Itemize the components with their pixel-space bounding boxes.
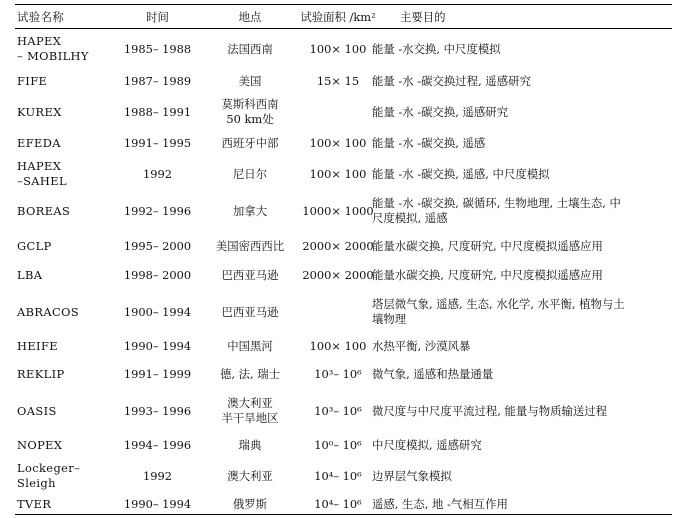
row-time: 1990– 1994 — [123, 338, 192, 353]
row-name: GCLP — [17, 238, 52, 253]
row-purpose: 水热平衡, 沙漠风暴 — [372, 338, 471, 353]
row-purpose: 能量 -水 -碳交换, 遥感, 中尺度模拟 — [372, 166, 550, 181]
row-area: 1000× 1000 — [302, 203, 374, 218]
row-place: 西班牙中部 — [221, 135, 279, 150]
row-time: 1991– 1995 — [123, 135, 192, 150]
row-purpose: 能量 -水 -碳交换, 遥感研究 — [372, 104, 509, 119]
header-place: 地点 — [238, 9, 262, 24]
table-row — [15, 360, 672, 389]
table-row — [15, 333, 672, 359]
row-name: OASIS — [17, 403, 57, 418]
row-place: 瑞典 — [238, 437, 262, 452]
row-time: 1992– 1996 — [123, 203, 192, 218]
table-row — [15, 157, 672, 191]
row-name: LBA — [17, 268, 43, 282]
table-header-row — [15, 6, 672, 28]
table-bottom-rule — [15, 514, 672, 515]
row-place: 加拿大 — [232, 203, 268, 218]
table-row — [15, 232, 672, 260]
row-time: 1998– 2000 — [123, 268, 192, 282]
row-place: 俄罗斯 — [232, 496, 268, 511]
row-purpose: 塔层微气象, 遥感, 生态, 水化学, 水平衡, 植物与土 壤物理 — [372, 297, 625, 326]
row-purpose: 能量 -水 -碳交换, 遥感 — [372, 135, 486, 150]
row-time: 1992 — [143, 166, 172, 181]
table-row — [15, 68, 672, 94]
table-row — [15, 32, 672, 66]
table-row — [15, 261, 672, 290]
row-place: 巴西亚马逊 — [221, 268, 279, 282]
header-area: 试验面积 /km² — [300, 9, 376, 24]
row-time: 1990– 1994 — [123, 496, 192, 511]
row-name: REKLIP — [17, 367, 65, 381]
row-place: 中国黑河 — [227, 338, 273, 353]
row-purpose: 能量水碳交换, 尺度研究, 中尺度模拟遥感应用 — [372, 238, 603, 253]
row-area: 2000× 2000 — [302, 268, 374, 282]
row-place: 法国西南 — [227, 41, 273, 56]
row-time: 1985– 1988 — [123, 41, 192, 56]
table-row — [15, 95, 672, 129]
table-row — [15, 459, 672, 493]
row-time: 1987– 1989 — [123, 73, 192, 88]
row-time: 1995– 2000 — [123, 238, 192, 253]
header-time: 时间 — [146, 9, 169, 24]
row-area: 2000× 2000 — [302, 238, 374, 253]
row-purpose: 能量 -水 -碳交换, 碳循环, 生物地理, 土壤生态, 中 尺度模拟, 遥感 — [372, 196, 621, 225]
row-area: 100× 100 — [309, 338, 367, 353]
row-time: 1992 — [143, 468, 172, 483]
row-area — [297, 95, 379, 129]
row-purpose: 能量水碳交换, 尺度研究, 中尺度模拟遥感应用 — [372, 268, 603, 282]
row-time: 1900– 1994 — [123, 304, 192, 319]
table-header-rule — [15, 28, 672, 29]
row-area: 10⁰– 10⁶ — [314, 437, 362, 452]
row-time: 1991– 1999 — [123, 367, 192, 381]
row-area: 10³– 10⁶ — [314, 367, 362, 381]
row-area: 100× 100 — [309, 135, 367, 150]
row-area: 10³– 10⁶ — [314, 403, 362, 418]
row-time: 1994– 1996 — [123, 437, 192, 452]
row-area — [297, 292, 379, 332]
table-row — [15, 391, 672, 431]
row-purpose: 能量 -水交换, 中尺度模拟 — [372, 41, 501, 56]
row-area: 100× 100 — [309, 41, 367, 56]
row-name: TVER — [17, 496, 52, 511]
row-purpose: 微气象, 遥感和热量通量 — [372, 367, 494, 381]
row-name: ABRACOS — [17, 304, 80, 319]
row-place: 澳大利亚 — [227, 468, 273, 483]
row-area: 10⁴– 10⁶ — [314, 496, 362, 511]
table-row — [15, 494, 672, 514]
table-row — [15, 192, 672, 230]
row-name: NOPEX — [17, 437, 63, 452]
row-purpose: 中尺度模拟, 遥感研究 — [372, 437, 482, 452]
row-place: 澳大利亚 半干旱地区 — [221, 396, 279, 425]
row-place: 美国 — [238, 73, 262, 88]
row-area: 15× 15 — [316, 73, 360, 88]
row-time: 1988– 1991 — [123, 104, 192, 119]
row-name: KUREX — [17, 104, 62, 119]
row-name: BOREAS — [17, 203, 71, 218]
row-area: 100× 100 — [309, 166, 367, 181]
row-place: 德, 法, 瑞士 — [219, 367, 281, 381]
header-name: 试验名称 — [17, 9, 65, 24]
table-row — [15, 292, 672, 332]
table-row — [15, 432, 672, 458]
row-time: 1993– 1996 — [123, 403, 192, 418]
header-purpose: 主要目的 — [400, 9, 446, 24]
row-name: EFEDA — [17, 135, 61, 150]
table-row — [15, 130, 672, 156]
row-purpose: 遥感, 生态, 地 -气相互作用 — [372, 496, 508, 511]
row-place: 尼日尔 — [232, 166, 268, 181]
row-name: FIFE — [17, 73, 48, 88]
row-area: 10⁴– 10⁶ — [314, 468, 362, 483]
table-top-rule — [15, 4, 672, 5]
row-place: 美国密西西比 — [215, 238, 285, 253]
row-name: HAPEX – MOBILHY — [17, 34, 89, 63]
row-name: Lockeger– Sleigh — [17, 461, 81, 490]
row-name: HEIFE — [17, 338, 58, 353]
row-purpose: 能量 -水 -碳交换过程, 遥感研究 — [372, 73, 531, 88]
row-purpose: 边界层气象模拟 — [372, 468, 452, 483]
row-place: 莫斯科西南 50 km处 — [221, 97, 279, 126]
row-place: 巴西亚马逊 — [221, 304, 279, 319]
row-purpose: 微尺度与中尺度平流过程, 能量与物质输送过程 — [372, 403, 608, 418]
row-name: HAPEX –SAHEL — [17, 159, 67, 188]
